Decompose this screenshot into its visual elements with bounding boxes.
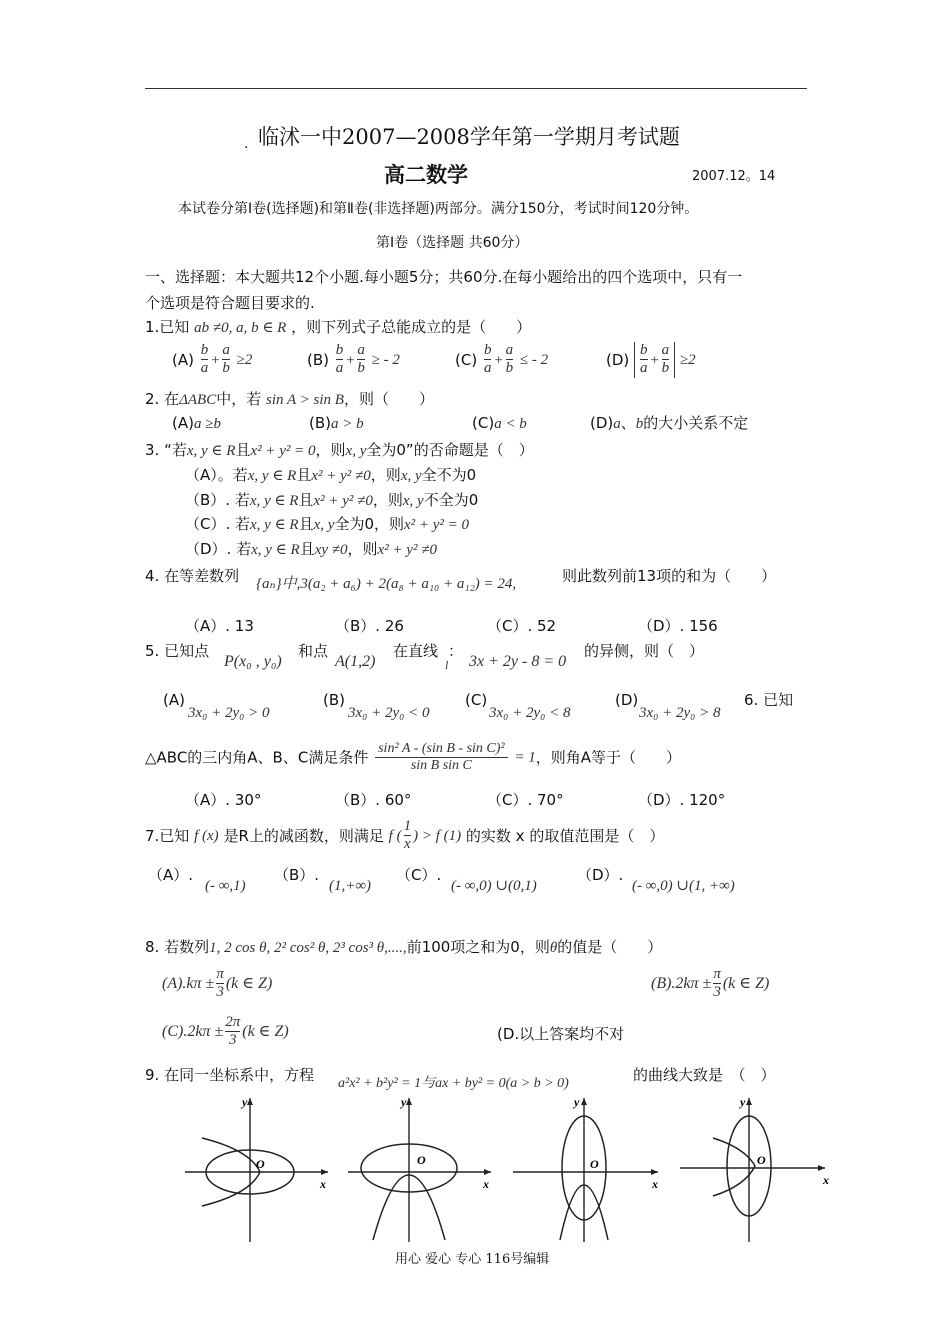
- question-4-option-a: （A）. 13: [185, 617, 254, 635]
- question-5-option-b-label: (B): [323, 691, 345, 709]
- question-9-graph-a: [180, 1090, 340, 1245]
- question-6-option-a: （A）. 30°: [185, 791, 262, 809]
- question-7-option-b: (1,+∞): [329, 878, 372, 894]
- question-3-stem: 3. “若x, y ∈ R且x² + y² = 0，则x, y全为0”的否命题是（ ）: [145, 441, 534, 459]
- question-3-option-b: （B）. 若x, y ∈ R且x² + y² ≠0，则x, y不全为0: [185, 491, 479, 509]
- question-7-option-d-label: （D）.: [577, 866, 624, 884]
- question-5-point-p: P(x₀ , y₀): [224, 653, 282, 670]
- subject-title: 高二数学: [384, 163, 468, 187]
- graph-a-x-label: x: [320, 1177, 326, 1191]
- question-6-option-d: （D）. 120°: [638, 791, 726, 809]
- page-title: 临沭一中2007—2008学年第一学期月考试题: [258, 125, 680, 149]
- question-4-stem: 4. 在等差数列: [145, 567, 240, 585]
- question-5-point-a: A(1,2): [335, 653, 376, 670]
- question-9-graph-d: [675, 1090, 835, 1245]
- question-5-line-eq: 3x + 2y - 8 = 0: [469, 653, 567, 670]
- question-4-option-d: （D）. 156: [638, 617, 718, 635]
- question-7-option-d: (- ∞,0) ∪(1, +∞): [632, 878, 735, 894]
- question-6-stem: △ABC的三内角A、B、C满足条件 $\frac{\text{sin² A - (sin B - sin C)²}}{\text{sin B sin C}}$ = 1，则角A等于（ ）: [145, 741, 682, 774]
- question-6-option-c: （C）. 70°: [487, 791, 564, 809]
- question-5-and: 和点: [298, 642, 329, 660]
- question-4-post: 则此数列前13项的和为（ ）: [562, 567, 777, 585]
- exam-date: 2007.12。14: [692, 169, 776, 184]
- question-1-option-a: (A) $\frac{b}{a}$ + $\frac{a}{b}$ ≥2: [172, 342, 253, 377]
- question-5-stem: 5. 已知点: [145, 642, 210, 660]
- page-footer: 用心 爱心 专心 116号编辑: [395, 1252, 550, 1267]
- question-2-stem: 2. 在ΔABC中，若 sin A > sin B，则（ ）: [145, 390, 434, 408]
- title-mark: .: [244, 136, 249, 152]
- question-3-option-a: （A）。若x, y ∈ R且x² + y² ≠0，则x, y全不为0: [185, 466, 477, 484]
- question-5-l: l: [445, 658, 449, 672]
- question-8-option-b: (B).2kπ ± $\frac{\pi}{3}$ (k ∈ Z): [651, 966, 770, 1001]
- exam-page: . 临沭一中2007—2008学年第一学期月考试题 高二数学 2007.12。14 本试卷分第Ⅰ卷(选择题)和第Ⅱ卷(非选择题)两部分。满分150分，考试时间120分钟。 第Ⅰ卷（选择题 共60分） 一、选择题：本大题共12个小题.每小题5分；共60分.在每小题给出的四个选项中，只有一 个选项是符合题目要求的. 1.已知 ab ≠0, a, b ∈ R ，则下列式子总能成立的是（ ） (A) $\frac{b}{a}$ + $\frac{a}{b}$ ≥2 (B) $\frac{b}{a}$ + $\frac{a}{b}$ ≥ - 2 (C) $\frac{b}{a}$ + $\frac{a}{b}$ ≤ - 2 (D) $\frac{b}{a}$ + $\frac{a}{b}$ ≥2 2. 在ΔABC中，若 sin A > sin B，则（ ） (A)a ≥b (B)a > b (C)a < b (D)a、b的大小关系不定 3. “若x, y ∈ R且x² + y² = 0，则x, y全为0”的否命题是（ ） （A）。若x, y ∈ R且x² + y² ≠0，则x, y全不为0 （B）. 若x, y ∈ R且x² + y² ≠0，则x, y不全为0 （C）. 若x, y ∈ R且x, y全为0，则x² + y² = 0 （D）. 若x, y ∈ R且xy ≠0，则x² + y² ≠0 4. 在等差数列 {aₙ}中,3(a₂ + a₆) + 2(a₈ + a₁₀ + a₁₂) = 24, 则此数列前13项的和为（ ） （A）. 13 （B）. 26 （C）. 52 （D）. 156 5. 已知点 P(x₀ , y₀) 和点 A(1,2) 在直线 l ： 3x + 2y - 8 = 0 的异侧，则（ ） (A) 3x₀ + 2y₀ > 0 (B) 3x₀ + 2y₀ < 0 (C) 3x₀ + 2y₀ < 8 (D) 3x₀ + 2y₀ > 8 6. 已知 △ABC的三内角A、B、C满足条件 $\frac{\text{sin² A - (sin B - sin C)²}}{\text{sin B sin C}}$ = 1，则角A等于（ ） （A）. 30° （B）. 60° （C）. 70° （D）. 120° 7.已知 f (x) 是R上的减函数，则满足 f ( $\frac{1}{x}$ ) > f (1) 的实数 x 的取值范围是（ ） （A）. (- ∞,1) （B）. (1,+∞) （C）. (- ∞,0) ∪(0,1) （D）. (- ∞,0) ∪(1, +∞) 8. 若数列1, 2 cos θ, 2² cos² θ, 2³ cos³ θ,....,前100项之和为0，则θ的值是（ ） (A).kπ ± $\frac{\pi}{3}$ (k ∈ Z) (B).2kπ ± $\frac{\pi}{3}$ (k ∈ Z) (C).2kπ ± $\frac{2\pi}{3}$ (k ∈ Z) (D.以上答案均不对 9. 在同一坐标系中，方程 a²x² + b²y² = 1与ax + by² = 0(a > b > 0) 的曲线大致是 （ ） y x O y x O y x O y x O 用心 爱心 专心 116号编辑: [0, 0, 950, 1344]
- question-7-option-b-label: （B）.: [274, 866, 320, 884]
- part-instructions-2: 个选项是符合题目要求的.: [145, 294, 315, 312]
- graph-c-x-label: x: [652, 1177, 658, 1191]
- question-9-graph-c: [508, 1090, 668, 1245]
- question-7-option-c: (- ∞,0) ∪(0,1): [451, 878, 537, 894]
- question-8-stem: 8. 若数列1, 2 cos θ, 2² cos² θ, 2³ cos³ θ,....,前100项之和为0，则θ的值是（ ）: [145, 938, 663, 956]
- question-7-option-c-label: （C）.: [396, 866, 442, 884]
- question-8-option-d: (D.以上答案均不对: [497, 1025, 625, 1043]
- question-9-post: 的曲线大致是 （ ）: [633, 1066, 776, 1084]
- question-6-head: 6. 已知: [744, 691, 794, 709]
- question-1-stem: 1.已知 ab ≠0, a, b ∈ R ，则下列式子总能成立的是（ ）: [145, 318, 532, 336]
- question-5-option-c: 3x₀ + 2y₀ < 8: [489, 705, 571, 721]
- question-5-option-a-label: (A): [163, 691, 185, 709]
- section-title: 第Ⅰ卷（选择题 共60分）: [376, 235, 529, 251]
- graph-b-y-label: y: [401, 1095, 407, 1109]
- question-9-graph-b: [343, 1090, 503, 1245]
- question-7-option-a: (- ∞,1): [205, 878, 246, 894]
- question-3-option-c: （C）. 若x, y ∈ R且x, y全为0，则x² + y² = 0: [185, 515, 470, 533]
- graph-b-origin: O: [417, 1153, 426, 1167]
- graph-d-y-label: y: [740, 1095, 746, 1109]
- intro-text: 本试卷分第Ⅰ卷(选择题)和第Ⅱ卷(非选择题)两部分。满分150分，考试时间120分钟。: [178, 201, 699, 217]
- question-4-expression: {aₙ}中,3(a₂ + a₆) + 2(a₈ + a₁₀ + a₁₂) = 24,: [256, 576, 517, 592]
- question-3-option-d: （D）. 若x, y ∈ R且xy ≠0，则x² + y² ≠0: [185, 540, 437, 558]
- question-1-option-d: (D) $\frac{b}{a}$ + $\frac{a}{b}$ ≥2: [606, 342, 696, 377]
- question-9-equation: a²x² + b²y² = 1与ax + by² = 0(a > b > 0): [338, 1076, 569, 1091]
- question-4-option-c: （C）. 52: [487, 617, 557, 635]
- question-1-option-c: (C) $\frac{b}{a}$ + $\frac{a}{b}$ ≤ - 2: [455, 342, 549, 377]
- graph-c-y-label: y: [574, 1095, 580, 1109]
- header-rule: [145, 88, 807, 89]
- graph-d-origin: O: [757, 1153, 766, 1167]
- question-8-option-a: (A).kπ ± $\frac{\pi}{3}$ (k ∈ Z): [162, 966, 273, 1001]
- question-5-colon: ：: [448, 642, 464, 660]
- question-1-option-b: (B) $\frac{b}{a}$ + $\frac{a}{b}$ ≥ - 2: [307, 342, 400, 377]
- question-5-option-d-label: (D): [615, 691, 639, 709]
- question-4-option-b: （B）. 26: [335, 617, 404, 635]
- question-5-option-d: 3x₀ + 2y₀ > 8: [639, 705, 721, 721]
- graph-c-origin: O: [590, 1157, 599, 1171]
- graph-a-y-label: y: [242, 1095, 248, 1109]
- question-5-option-a: 3x₀ + 2y₀ > 0: [188, 705, 270, 721]
- question-5-line-pre: 在直线: [393, 642, 439, 660]
- question-5-post: 的异侧，则（ ）: [584, 642, 705, 660]
- part-instructions-1: 一、选择题：本大题共12个小题.每小题5分；共60分.在每小题给出的四个选项中，只有一: [145, 268, 743, 286]
- question-8-option-c: (C).2kπ ± $\frac{2\pi}{3}$ (k ∈ Z): [162, 1014, 289, 1049]
- question-5-option-b: 3x₀ + 2y₀ < 0: [348, 705, 430, 721]
- question-7-option-a-label: （A）.: [148, 866, 194, 884]
- question-9-stem: 9. 在同一坐标系中，方程: [145, 1066, 315, 1084]
- question-5-option-c-label: (C): [465, 691, 488, 709]
- graph-d-x-label: x: [823, 1173, 829, 1187]
- question-7-stem: 7.已知 f (x) 是R上的减函数，则满足 f ( $\frac{1}{x}$ ) > f (1) 的实数 x 的取值范围是（ ）: [145, 818, 665, 853]
- graph-a-origin: O: [256, 1157, 265, 1171]
- graph-b-x-label: x: [483, 1177, 489, 1191]
- question-6-option-b: （B）. 60°: [335, 791, 412, 809]
